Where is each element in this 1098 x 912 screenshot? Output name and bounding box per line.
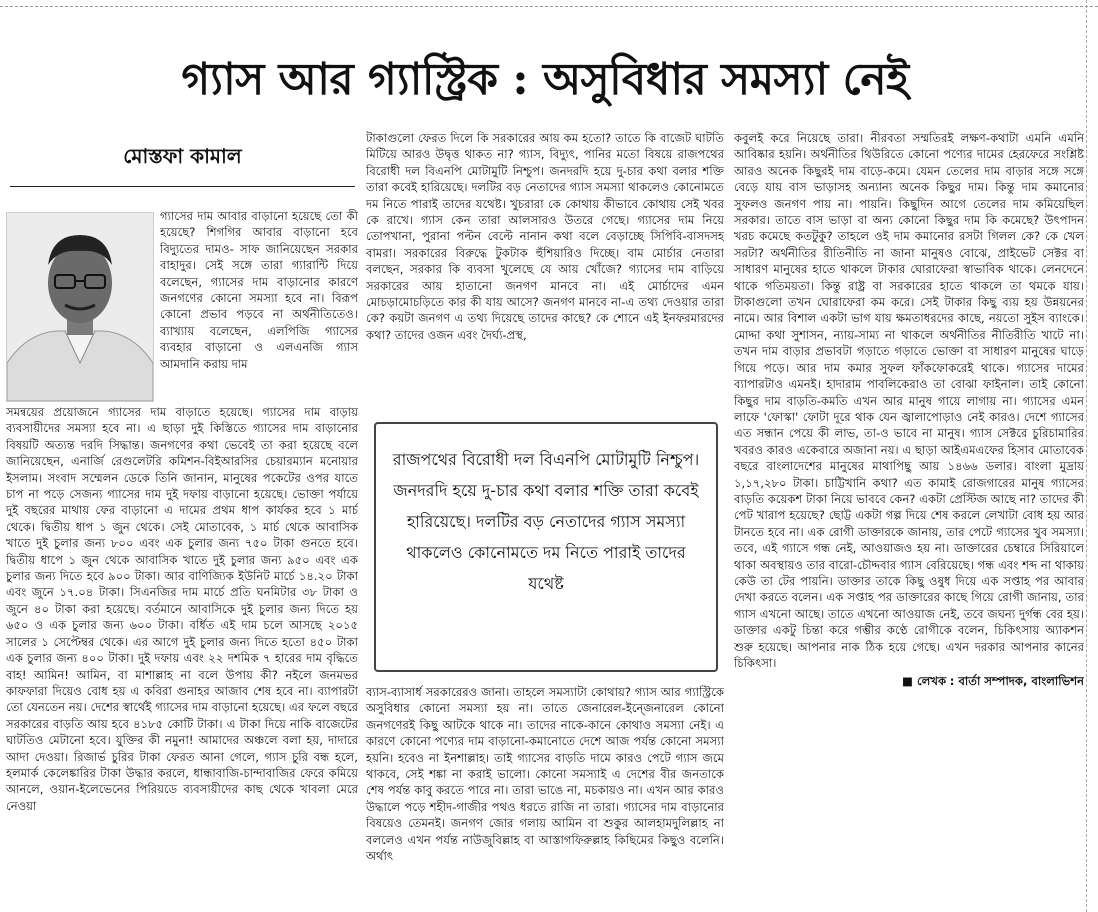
author-info: : বার্তা সম্পাদক, বাংলাভিশন xyxy=(949,674,1084,689)
column3-body: কবুলই করে নিয়েছে তারা। নীরবতা সম্মতিরই লক্ষণ-কথাটা এমনি এমনি আবিষ্কার হয়নি। অর্থনীতির থিউরিতে কোনো পণ্যের দামের হেরফেরে সংশ্লিষ্ট আরও অনেক কিছুরই দাম বাড়ে-কমে। যেমন তেলের দাম বাড়ার সঙ্গে সঙ্গে বেড়ে যায় বাস ভাড়াসহ অন্যান্য অনেক কিছুর দাম। কিন্তু দাম কমানোর সুফলও জনগণ পায় না। পায়নি। কিছুদিন আগে তেলের দাম কমিয়েছিল সরকার। তাতে বাস ভাড়া বা অন্য কোনো কিছুর দাম কি কমেছে? উৎপাদন খরচ কমেছে কতটুকু? তাহলে ওই দাম কমানোর রসটা গিলল কে? কে খেল সরটা? অর্থনীতির রীতিনীতি না জানা মানুষও বোঝে, প্রাইভেট সেক্টর বা সাধারণ মানুষের হাতে থাকলে টাকার ঘোরাফেরা স্বাভাবিক থাকে। লেনদেনে থাকে গতিময়তা। কিন্তু রাষ্ট্র বা সরকারের হাতে থাকলে তা থমকে যায়। টাকাগুলো তখন ঘোরাফেরা কম করে। সেই টাকার কিছু ব্যয় হয় উন্নয়নের নামে। আর বিশাল একটা ভাগ যায় ক্ষমতাধরদের কাছে, নয়তো সুইস ব্যাংকে। মোদ্দা কথা সুশাসন, ন্যায়-সাম্য না থাকলে অর্থনীতির নীতিরীতি খাটে না। তখন দাম বাড়ার প্রভাবটা গড়াতে গড়াতে ভোক্তা বা সাধারণ মানুষের ঘাড়ে গিয়ে পড়ে। আর দাম কমার সুফল ফাঁকফোকরেই থাকে। গ্যাসের দামের ব্যাপারটাও এমনই। হাদারাম পাবলিকেরাও তা বোঝা ফাইনাল। তাই কোনো কিছুর দাম বাড়তি-কমতি এখন আর মানুষ গায়ে লাগায় না। গ্যাসের এমন লাফে 'ফোস্কা' ফোটা দূরে থাক যেন জ্বালাপোড়াও নেই কারও। দেশে গ্যাসের এত সন্ধান পেয়ে কী লাভ, তা-ও ভাবে না মানুষ। গ্যাস সেক্টরে চুরিচামারির খবরও কারও একেবারে অজানা নয়। এ ছাড়া আইএমএফের হিসাব মোতাবেক বছরে বাংলাদেশের মানুষের মাথাপিছু আয় ১৪৬৬ ডলার। বাংলা মুদ্রায় ১,১৭,২৮০ টাকা। চাট্টিখানি কথা? এত কামাই রোজগারের মানুষ গ্যাসের বাড়তি কয়েকশ টাকা নিয়ে ভাববে কেন? একটা প্রেস্টিজ আছে না? তাদের কী পেট খারাপ হয়েছে? ছোট্ট একটা গল্প দিয়ে শেষ করলে লেখাটা বোধ হয় আর টানতে হবে না। এক রোগী ডাক্তারকে জানায়, তার পেটে গ্যাসের খুব সমস্যা। তবে, এই গ্যাসে গন্ধ নেই, আওয়াজও হয় না। ডাক্তারের চেম্বারে সিরিয়ালে থাকা অবস্থায়ও তার বারো-চৌদ্দবার গ্যাস বেরিয়েছে। গন্ধ এবং শব্দ না থাকায় কেউ তা টের পায়নি। ডাক্তার তাকে কিছু ওষুধ দিয়ে এক সপ্তাহ পর আবার দেখা করতে বলেন। এক সপ্তাহ পর ডাক্তারের কাছে গিয়ে রোগী জানায়, তার গ্যাস এখনো আছে। তাতে এখনো আওয়াজ নেই, তবে জঘন্য দুর্গন্ধ বের হয়। ডাক্তার একটু চিন্তা করে গম্ভীর কণ্ঠে রোগীকে বলেন, চিকিৎসায় অ্যাকশন শুরু হয়েছে। আপনার নাক ঠিক হয়ে গেছে। এখন দরকার আপনার কানের চিকিৎসা। xyxy=(734,131,1084,670)
author-credit xyxy=(734,673,1084,689)
column2-body-bottom: ব্যাস-ব্যাসার্ধ সরকারেরও জানা। তাহলে সমস্যাটা কোথায়? গ্যাস আর গ্যাস্ট্রিকে অসুবিধার কোনো সমস্যা হয় না। তাতে জেনারেল-ইন্জেনারেল কোনো জনগণেরই কিছু আটকে থাকে না। তাদের নাকে-কানে কোথাও সমস্যা নেই। এ কারণে কোনো পণ্যের দাম বাড়ানো-কমানোতে দেশে আজ পর্যন্ত কোনো সমস্যা হয়নি। হবেও না ইনশাল্লাহ। তাই গ্যাসের বাড়তি দামে কারও পেটে গ্যাস জমে থাকবে, সেই শঙ্কা না করাই ভালো। কোনো সমস্যাই এ দেশের বীর জনতাকে শেষ পর্যন্ত কাবু করতে পারে না। তারা ভাঙে না, মচকায়ও না। এখন আর কারও উদ্ধালে পড়ে শহীদ-গাজীর পথও ধরতে রাজি না তারা। গ্যাসের দাম বাড়ানোর বিষয়েও তেমনই। জনগণ জোর গলায় আমিন বা শুকুর আলহামদুলিল্লাহ না বললেও এখন পর্যন্ত নাউজুবিল্লাহ বা আস্তাগফিরুল্লাহ কিছিমের কিছুও বলেনি। অর্থাৎ xyxy=(366,685,724,864)
headline: গ্যাস আর গ্যাস্ট্রিক : অসুবিধার সমস্যা নেই xyxy=(181,54,909,105)
right-dashed-rule xyxy=(1086,0,1087,912)
pull-quote-box xyxy=(374,422,718,672)
byline-rule xyxy=(10,186,355,187)
byline: মোস্তফা কামাল xyxy=(123,144,242,168)
top-dashed-rule xyxy=(0,6,1098,7)
author-photo xyxy=(6,212,154,402)
pull-quote-text: রাজপথের বিরোধী দল বিএনপি মোটামুটি নিশ্চুপ। জনদরদি হয়ে দু-চার কথা বলার শক্তি তারা কবেই হারিয়েছে। দলটির বড় নেতাদের গ্যাস সমস্যা থাকলেও কোনোমতে দম নিতে পারাই তাদের যথেষ্ট xyxy=(392,450,700,593)
author-label: ■ লেখক xyxy=(902,674,947,689)
column1-body: সমন্বয়ের প্রয়োজনে গ্যাসের দাম বাড়াতে হয়েছে। গ্যাসের দাম বাড়ায় ব্যবসায়ীদের সমস্যা হবে না। এ ছাড়া দুই কিস্তিতে গ্যাসের দাম বাড়ানোর বিষয়টি অত্যন্ত দরদি সিদ্ধান্ত। জনগণের কথা ভেবেই তা করা হয়েছে বলে জানিয়েছেন, এনার্জি রেগুলেটরি কমিশন-বিইআরসির চেয়ারম্যান মনোয়ার ইসলাম। সংবাদ সম্মেলন ডেকে তিনি জানান, মানুষের পকেটের ওপর যাতে চাপ না পড়ে সেজন্য গ্যাসের দাম দুই দফায় বাড়ানো হয়েছে। ভোক্তা পর্যায়ে দুই বছরের মাথায় ফের বাড়ানো এ দামের প্রথম ধাপ কার্যকর হবে ১ মার্চ থেকে। দ্বিতীয় ধাপ ১ জুন থেকে। সেই মোতাবেক, ১ মার্চ থেকে আবাসিক খাতে দুই চুলার জন্য ৮০০ এবং এক চুলার জন্য ৭৫০ টাকা গুনতে হবে। দ্বিতীয় ধাপে ১ জুন থেকে আবাসিক খাতে দুই চুলার জন্য ৯৫০ এবং এক চুলার জন্য দিতে হবে ৯০০ টাকা। আর বাণিজ্যিক ইউনিট মার্চে ১৪.২০ টাকা এবং জুনে ১৭.০৪ টাকা। সিএনজির দাম মার্চে প্রতি ঘনমিটার ৩৮ টাকা ও জুনে ৪০ টাকা করা হয়েছে। বর্তমানে আবাসিকে দুই চুলার জন্য দিতে হয় ৬৫০ ও এক চুলার জন্য ৬০০ টাকা। বর্ধিত এই দাম চলে আসছে ২০১৫ সালের ১ সেপ্টেম্বর থেকে। এর আগে দুই চুলার জন্য দিতে হতো ৪৫০ টাকা এক চুলার জন্য ৪০০ টাকা। দুই দফায় এবং ২২ দশমিক ৭ হারের দাম বৃদ্ধিতে বাহ! আমিন! আমিন, বা মাশাল্লাহ না বলে উপায় কী? নইলে জনমভর কাফফারা দিয়েও বোধ হয় এ কবিরা গুনাহর আজাব শেষ হবে না। ব্যাপারটা তো যেনতেন নয়। দেশের স্বার্থেই গ্যাসের দাম বাড়ানো হয়েছে। এর ফলে বছরে সরকারের বাড়তি আয় হবে ৪১৮৫ কোটি টাকা। এ টাকা দিয়ে নাকি বাজেটের ঘাটতিও মেটানো হবে। যুক্তির কী নমুনা! আমাদের অঞ্চলে বলা হয়, দাদারে আদা দেওয়া। রিজার্ভ চুরির টাকা ফেরত আনা গেলে, গ্যাস চুরি বন্ধ হলে, হলমার্ক কেলেঙ্কারির টাকা উদ্ধার করলে, ধান্ধাবাজি-চান্দাবাজির ফেরে কমিয়ে আনলে, ওয়ান-ইলেভেনের পিরিয়ডে ব্যবসায়ীদের কাছ থেকে খাবলা মেরে নেওয়া xyxy=(6,405,358,813)
column3 xyxy=(734,130,1084,905)
intro-paragraph: গ্যাসের দাম আবার বাড়ানো হয়েছে তো কী হয়েছে? শিগগির আবার বাড়ানো হবে বিদ্যুতের দামও- সাফ জানিয়েছেন সরকার বাহাদুর। সেই সঙ্গে তারা গ্যারান্টি দিয়ে বলেছেন, গ্যাসের দাম বাড়ানোর কারণে জনগণের কোনো সমস্যা হবে না। বিরূপ কোনো প্রভাব পড়বে না অর্থনীতিতেও। ব্যাখ্যায় বলেছেন, এলপিজি গ্যাসের ব্যবহার বাড়ানো ও এলএনজি গ্যাস আমদানি করায় দাম xyxy=(160,209,358,371)
column2-body-top: টাকাগুলো ফেরত দিলে কি সরকারের আয় কম হতো? তাতে কি বাজেট ঘাটতি মিটিয়ে আরও উদ্বৃত্ত থাকত না? গ্যাস, বিদ্যুৎ, পানির মতো বিষয়ে রাজপথের বিরোধী দল বিএনপি মোটামুটি নিশ্চুপ। জনদরদি হয়ে দু-চার কথা বলার শক্তি তারা কবেই হারিয়েছে। দলটির বড় নেতাদের গ্যাস সমস্যা থাকলেও কোনোমতে দম নিতে পারাই তাদের যথেষ্ট। খুচরারা কে কোথায় কীভাবে কোথায় সেই খবর কে রাখে। গ্যাস কেন তারা আলসারও উতরে গেছে। গ্যাসের দাম নিয়ে তোপখানা, পুরানা পল্টন বেল্টে নানান কথা বলে বেড়াচ্ছে সিপিবি-বাসদসহ বামরা। সরকারের বিরুদ্ধে টুকটাক হুঁশিয়ারিও দিচ্ছে। বাম মোর্চার নেতারা বলছেন, সরকার কি ব্যবসা খুলেছে যে আয় খোঁজে? গ্যাসের দাম বাড়িয়ে সরকারের আয় হাতানো জনগণ মানবে না। এই মোর্চাদের এমন মোচড়ামোচড়িতে কার কী যায় আসে? জনগণ মানবে না-এ তথ্য দেওয়ার তারা কে? কয়টা জনগণ এ তথ্য দিয়েছে তাদের কাছে? কে শোনে এই ইনফরমারদের কথা? তাদের ওজন এবং দৈর্ঘ্য-প্রস্থ, xyxy=(366,131,724,342)
